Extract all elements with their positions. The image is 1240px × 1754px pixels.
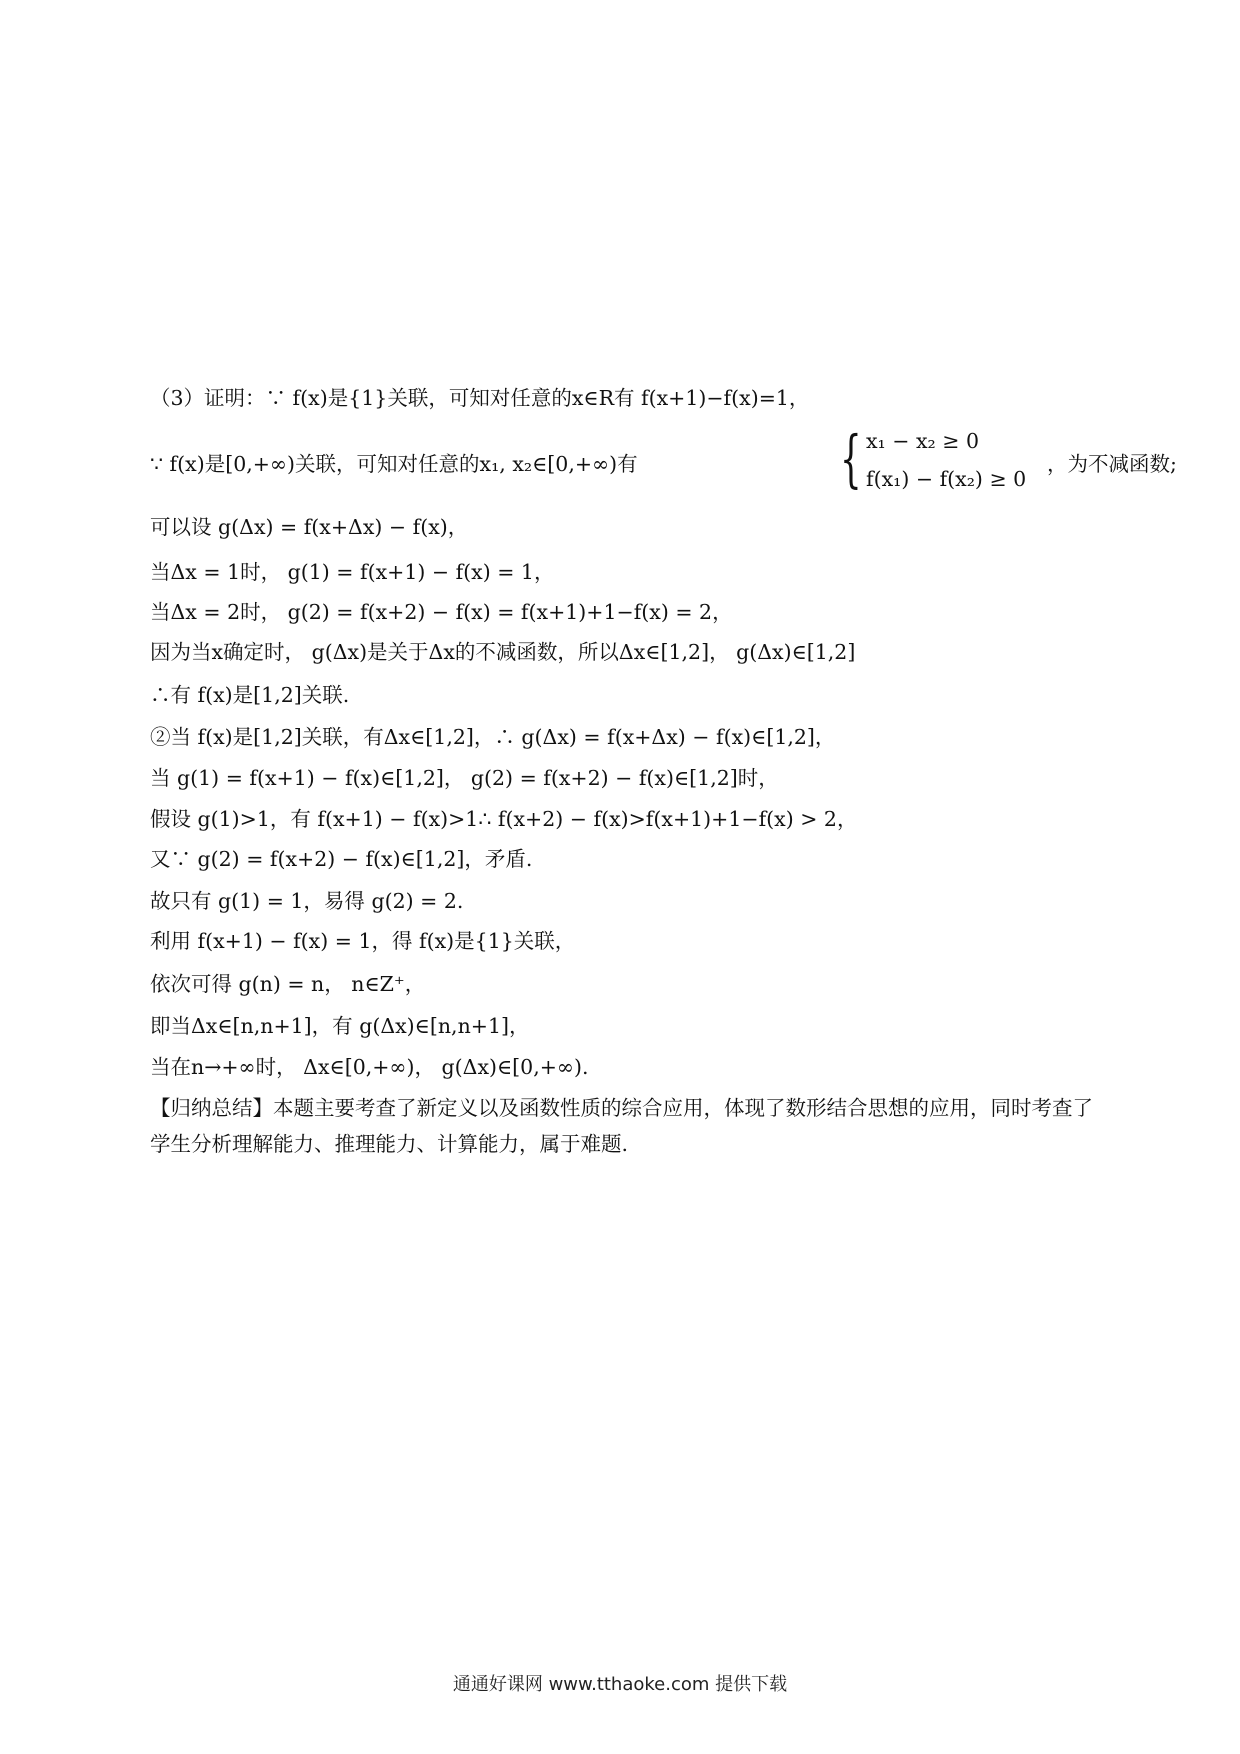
system-row-1: x₁ − x₂ ≥ 0 <box>866 429 980 453</box>
proof-line-16: 当在n→+∞时， Δx∈[0,+∞)， g(Δx)∈[0,+∞). <box>150 1055 589 1079</box>
proof-line-8: ②当 f(x)是[1,2]关联，有Δx∈[1,2]，∴ g(Δx) = f(x+Δx) − f(x)∈[1,2]， <box>150 725 836 749</box>
footer-watermark: 通通好课网 www.tthaoke.com 提供下载 <box>452 1674 788 1695</box>
system-row-2: f(x₁) − f(x₂) ≥ 0 <box>866 467 1027 491</box>
proof-line-5: 当Δx = 2时， g(2) = f(x+2) − f(x) = f(x+1)+1−f(x) = 2， <box>150 600 733 624</box>
proof-line-6: 因为当x确定时， g(Δx)是关于Δx的不减函数，所以Δx∈[1,2]， g(Δx)∈[1,2] <box>150 640 856 664</box>
proof-line-9: 当 g(1) = f(x+1) − f(x)∈[1,2]， g(2) = f(x+2) − f(x)∈[1,2]时， <box>150 766 779 790</box>
proof-line-15: 即当Δx∈[n,n+1]，有 g(Δx)∈[n,n+1]， <box>150 1014 530 1038</box>
proof-line-2-start: ∵ f(x)是[0,+∞)关联，可知对任意的x₁, x₂∈[0,+∞)有 <box>150 452 638 476</box>
proof-line-10: 假设 g(1)>1，有 f(x+1) − f(x)>1∴ f(x+2) − f(x)>f(x+1)+1−f(x) > 2， <box>150 807 858 831</box>
proof-line-1: （3）证明：∵ f(x)是{1}关联，可知对任意的x∈R有 f(x+1)−f(x)=1， <box>150 386 810 410</box>
proof-line-11: 又∵ g(2) = f(x+2) − f(x)∈[1,2]，矛盾. <box>150 847 533 871</box>
proof-line-2-end: ，为不减函数; <box>1047 452 1177 476</box>
proof-line-14: 依次可得 g(n) = n， n∈Z⁺， <box>150 972 426 996</box>
summary-paragraph: 【归纳总结】本题主要考查了新定义以及函数性质的综合应用，体现了数形结合思想的应用，同时考查了学生分析理解能力、推理能力、计算能力，属于难题. <box>150 1096 1093 1156</box>
proof-line-3: 可以设 g(Δx) = f(x+Δx) − f(x)， <box>150 515 469 539</box>
proof-line-7: ∴有 f(x)是[1,2]关联. <box>150 683 350 707</box>
left-brace-icon: { <box>840 422 862 495</box>
proof-line-13: 利用 f(x+1) − f(x) = 1，得 f(x)是{1}关联， <box>150 929 576 953</box>
proof-line-12: 故只有 g(1) = 1，易得 g(2) = 2. <box>150 889 464 913</box>
proof-line-4: 当Δx = 1时， g(1) = f(x+1) − f(x) = 1， <box>150 560 555 584</box>
